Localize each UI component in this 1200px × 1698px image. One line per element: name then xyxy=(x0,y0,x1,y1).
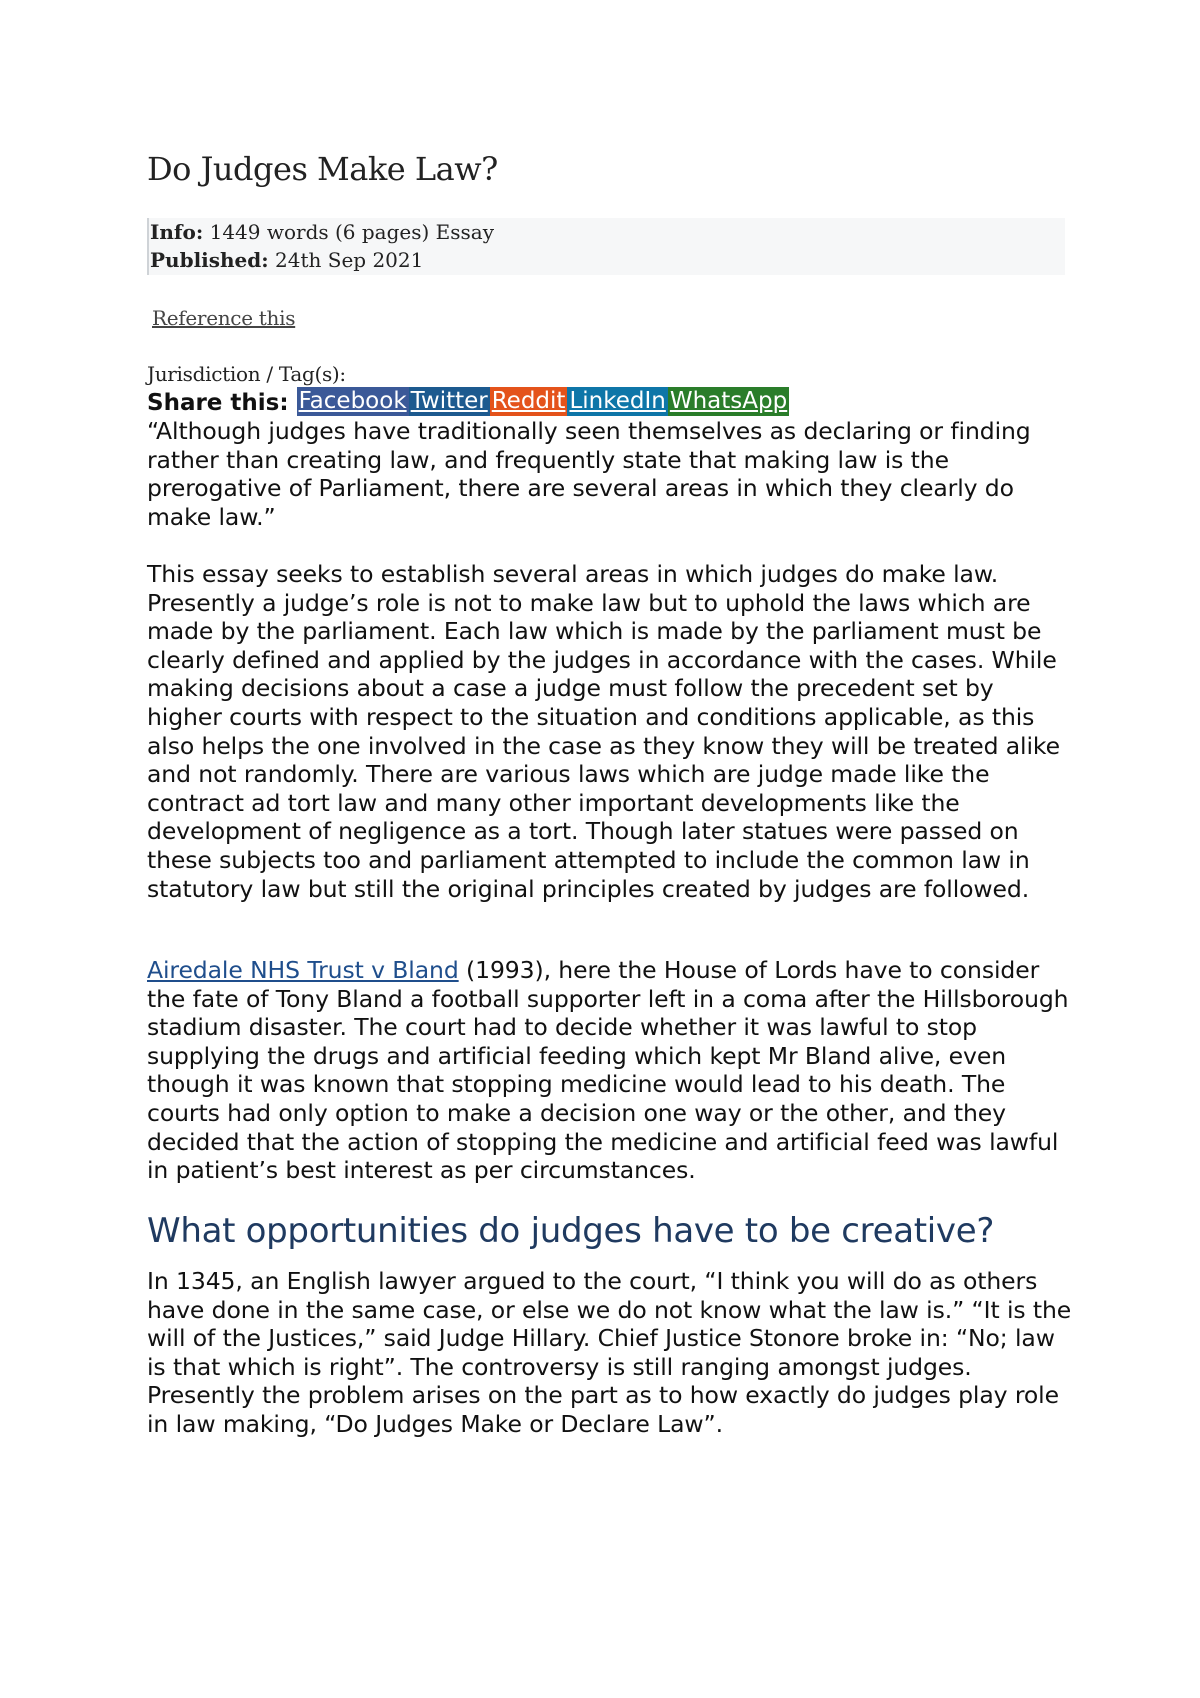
published-label: Published: xyxy=(150,248,269,272)
paragraph-1: This essay seeks to establish several areas in which judges do make law. Presently a judge’s role is not to make law but to uphold the laws which are made by the parliament. Each law which is made by the parliament must be clearly defined and applied by the judges in accordance with the cases. While making decisions about a case a judge must follow the precedent set by higher courts with respect to the situation and conditions applicable, as this also helps the one involved in the case as they know they will be treated alike and not randomly. There are various laws which are judge made like the contract ad tort law and many other important developments like the development of negligence as a tort. Though later statues were passed on these subjects too and parliament attempted to include the common law in statutory law but still the original principles created by judges are followed. xyxy=(147,560,1060,903)
case-link-airedale[interactable]: Airedale NHS Trust v Bland xyxy=(147,956,459,984)
share-linkedin-button[interactable]: LinkedIn xyxy=(569,388,666,414)
share-label: Share this: xyxy=(147,390,289,416)
share-reddit-button[interactable]: Reddit xyxy=(491,388,566,414)
paragraph-2-text: (1993), here the House of Lords have to consider the fate of Tony Bland a football supporter left in a coma after the Hillsborough stadium disaster. The court had to decide whether it was lawful to stop supplying the drugs and artificial feeding which kept Mr Bland alive, even though it was known that stopping medicine would lead to his death. The courts had only option to make a decision one way or the other, and they decided that the action of stopping the medicine and artificial feed was lawful in patient’s best interest as per circumstances. xyxy=(147,956,1069,1185)
info-label: Info: xyxy=(150,220,204,244)
jurisdiction-tags: Jurisdiction / Tag(s): xyxy=(147,362,346,386)
published-row xyxy=(150,246,1065,274)
share-facebook-button[interactable]: Facebook xyxy=(298,388,407,414)
info-row xyxy=(150,218,1065,246)
page-title: Do Judges Make Law? xyxy=(147,150,498,188)
opening-quote: “Although judges have traditionally seen themselves as declaring or finding rather than creating law, and frequently state that making law is the prerogative of Parliament, there are several areas in which they clearly do make law.” xyxy=(147,417,1031,531)
share-twitter-button[interactable]: Twitter xyxy=(410,388,488,414)
info-value: 1449 words (6 pages) Essay xyxy=(209,220,495,244)
share-whatsapp-button[interactable]: WhatsApp xyxy=(669,388,788,414)
published-value: 24th Sep 2021 xyxy=(275,248,424,272)
reference-this-link[interactable]: Reference this xyxy=(152,306,296,330)
info-box xyxy=(147,218,1065,275)
share-bar xyxy=(147,386,789,416)
paragraph-2 xyxy=(147,956,1072,1185)
paragraph-3: In 1345, an English lawyer argued to the court, “I think you will do as others have done in the same case, or else we do not know what the law is.” “It is the will of the Justices,” said Judge Hillary. Chief Justice Stonore broke in: “No; law is that which is right”. The controversy is still ranging amongst judges. Presently the problem arises on the part as to how exactly do judges play role in law making, “Do Judges Make or Declare Law”. xyxy=(147,1267,1072,1438)
section-heading: What opportunities do judges have to be creative? xyxy=(147,1211,995,1251)
